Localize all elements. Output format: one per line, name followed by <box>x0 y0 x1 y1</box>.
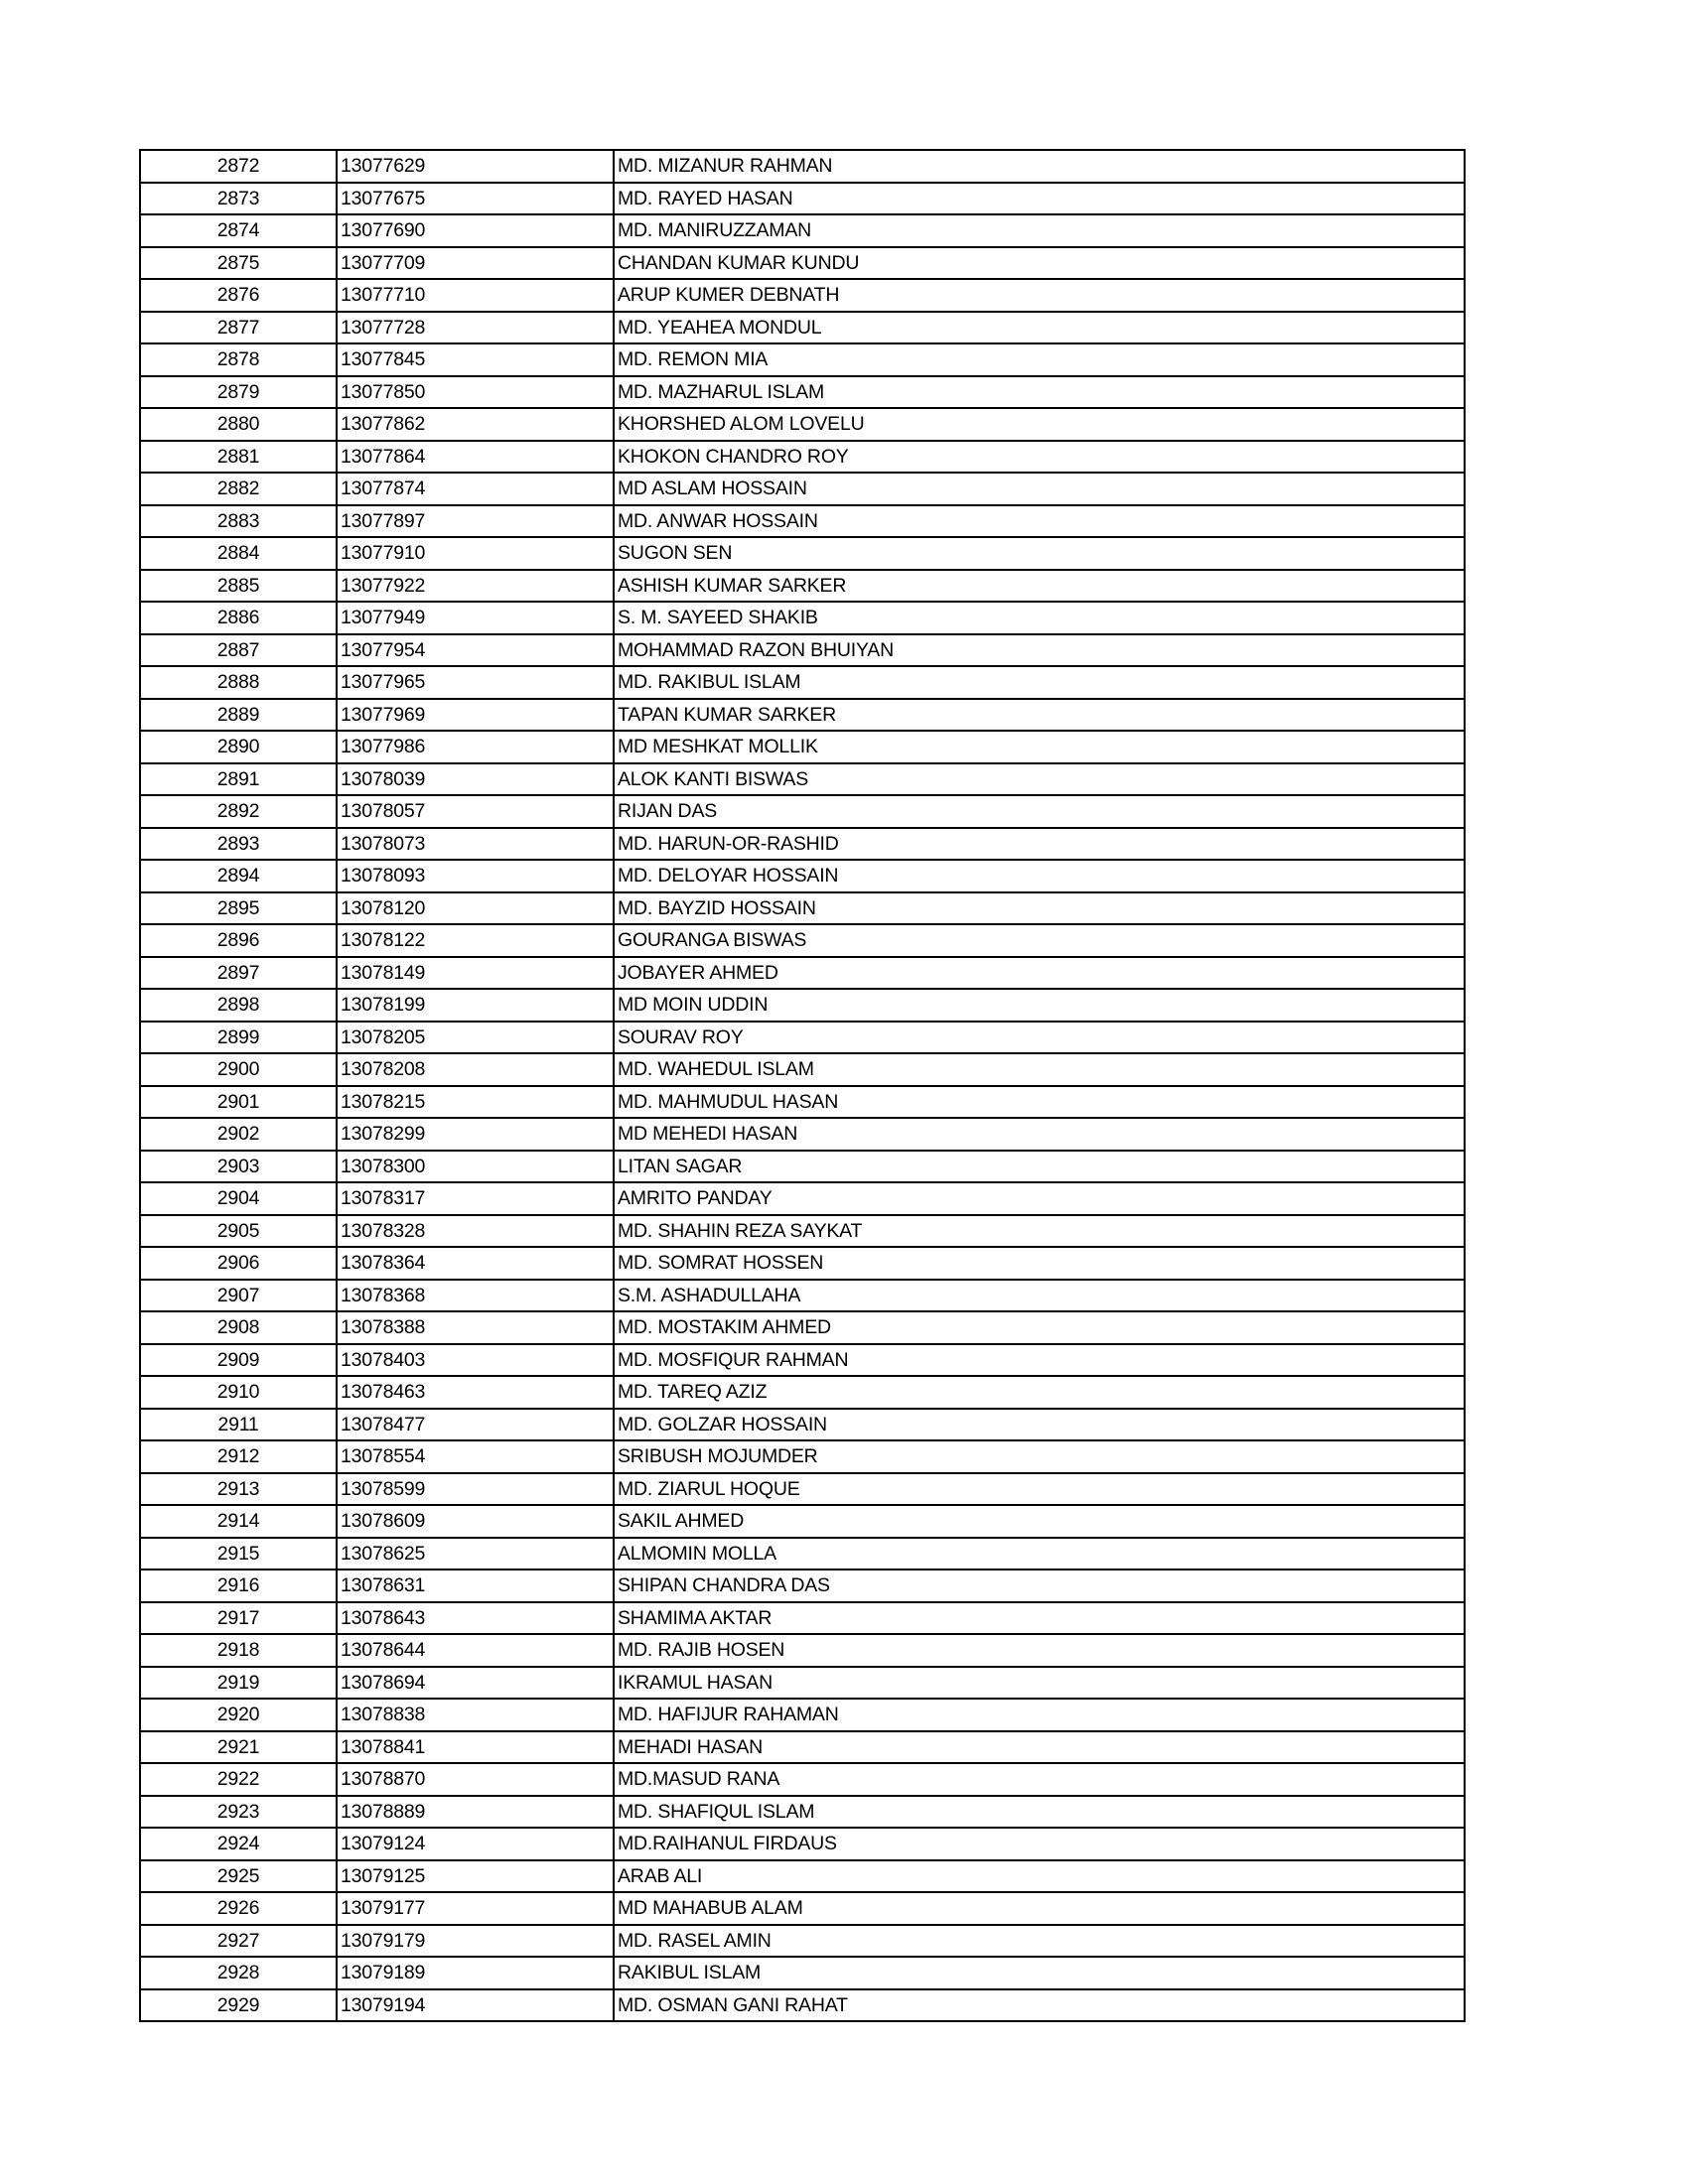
serial-number-cell: 2888 <box>140 666 337 699</box>
candidate-name-cell: MD. HAFIJUR RAHAMAN <box>614 1699 1465 1731</box>
candidate-table <box>139 149 1466 2022</box>
serial-number-cell: 2883 <box>140 505 337 538</box>
roll-number-cell: 13078477 <box>337 1409 614 1441</box>
candidate-name-cell: MD MOIN UDDIN <box>614 989 1465 1022</box>
candidate-name-cell: MD. WAHEDUL ISLAM <box>614 1053 1465 1086</box>
candidate-name-cell: KHORSHED ALOM LOVELU <box>614 408 1465 441</box>
candidate-name-cell: TAPAN KUMAR SARKER <box>614 699 1465 732</box>
candidate-name-cell: AMRITO PANDAY <box>614 1182 1465 1215</box>
candidate-name-cell: MD. MOSFIQUR RAHMAN <box>614 1344 1465 1377</box>
table-row <box>140 183 1465 215</box>
candidate-name-cell: ALOK KANTI BISWAS <box>614 763 1465 796</box>
roll-number-cell: 13077850 <box>337 376 614 409</box>
serial-number-cell: 2915 <box>140 1538 337 1570</box>
table-row <box>140 1053 1465 1086</box>
table-row <box>140 570 1465 603</box>
table-row <box>140 279 1465 312</box>
roll-number-cell: 13078643 <box>337 1602 614 1635</box>
table-row <box>140 473 1465 505</box>
serial-number-cell: 2919 <box>140 1667 337 1700</box>
serial-number-cell: 2895 <box>140 892 337 925</box>
roll-number-cell: 13077629 <box>337 150 614 183</box>
roll-number-cell: 13078631 <box>337 1570 614 1602</box>
candidate-name-cell: MD. MOSTAKIM AHMED <box>614 1311 1465 1344</box>
serial-number-cell: 2896 <box>140 924 337 957</box>
roll-number-cell: 13078838 <box>337 1699 614 1731</box>
roll-number-cell: 13077845 <box>337 343 614 376</box>
serial-number-cell: 2904 <box>140 1182 337 1215</box>
table-row <box>140 505 1465 538</box>
serial-number-cell: 2923 <box>140 1796 337 1829</box>
serial-number-cell: 2898 <box>140 989 337 1022</box>
serial-number-cell: 2887 <box>140 634 337 667</box>
candidate-name-cell: SHAMIMA AKTAR <box>614 1602 1465 1635</box>
serial-number-cell: 2918 <box>140 1634 337 1667</box>
candidate-name-cell: MD. GOLZAR HOSSAIN <box>614 1409 1465 1441</box>
roll-number-cell: 13078889 <box>337 1796 614 1829</box>
roll-number-cell: 13079124 <box>337 1828 614 1860</box>
roll-number-cell: 13079189 <box>337 1957 614 1989</box>
candidate-name-cell: MD MESHKAT MOLLIK <box>614 731 1465 763</box>
serial-number-cell: 2876 <box>140 279 337 312</box>
candidate-name-cell: MD. ANWAR HOSSAIN <box>614 505 1465 538</box>
table-row <box>140 731 1465 763</box>
candidate-name-cell: MD. MIZANUR RAHMAN <box>614 150 1465 183</box>
table-row <box>140 699 1465 732</box>
roll-number-cell: 13078599 <box>337 1473 614 1506</box>
candidate-name-cell: MD.MASUD RANA <box>614 1763 1465 1796</box>
table-row <box>140 1505 1465 1538</box>
table-row <box>140 312 1465 344</box>
table-row <box>140 1957 1465 1989</box>
table-row <box>140 1538 1465 1570</box>
table-row <box>140 1860 1465 1893</box>
roll-number-cell: 13078057 <box>337 795 614 828</box>
serial-number-cell: 2913 <box>140 1473 337 1506</box>
serial-number-cell: 2885 <box>140 570 337 603</box>
table-row <box>140 892 1465 925</box>
table-row <box>140 1699 1465 1731</box>
serial-number-cell: 2886 <box>140 602 337 634</box>
table-row <box>140 1796 1465 1829</box>
serial-number-cell: 2929 <box>140 1989 337 2022</box>
roll-number-cell: 13077675 <box>337 183 614 215</box>
serial-number-cell: 2892 <box>140 795 337 828</box>
candidate-name-cell: MD. MAZHARUL ISLAM <box>614 376 1465 409</box>
roll-number-cell: 13078368 <box>337 1280 614 1312</box>
table-row <box>140 376 1465 409</box>
table-row <box>140 1086 1465 1119</box>
roll-number-cell: 13078644 <box>337 1634 614 1667</box>
serial-number-cell: 2897 <box>140 957 337 990</box>
serial-number-cell: 2889 <box>140 699 337 732</box>
serial-number-cell: 2920 <box>140 1699 337 1731</box>
candidate-name-cell: ARAB ALI <box>614 1860 1465 1893</box>
roll-number-cell: 13077710 <box>337 279 614 312</box>
roll-number-cell: 13078208 <box>337 1053 614 1086</box>
roll-number-cell: 13077690 <box>337 214 614 247</box>
roll-number-cell: 13077862 <box>337 408 614 441</box>
table-row <box>140 1344 1465 1377</box>
table-row <box>140 1763 1465 1796</box>
serial-number-cell: 2909 <box>140 1344 337 1377</box>
table-row <box>140 247 1465 280</box>
table-row <box>140 1602 1465 1635</box>
table-row <box>140 441 1465 474</box>
candidate-name-cell: MD. TAREQ AZIZ <box>614 1376 1465 1409</box>
roll-number-cell: 13077874 <box>337 473 614 505</box>
candidate-name-cell: MOHAMMAD RAZON BHUIYAN <box>614 634 1465 667</box>
serial-number-cell: 2874 <box>140 214 337 247</box>
table-row <box>140 666 1465 699</box>
serial-number-cell: 2924 <box>140 1828 337 1860</box>
roll-number-cell: 13077897 <box>337 505 614 538</box>
roll-number-cell: 13077922 <box>337 570 614 603</box>
table-row <box>140 150 1465 183</box>
roll-number-cell: 13078093 <box>337 860 614 892</box>
roll-number-cell: 13079194 <box>337 1989 614 2022</box>
serial-number-cell: 2912 <box>140 1440 337 1473</box>
serial-number-cell: 2905 <box>140 1215 337 1248</box>
candidate-name-cell: IKRAMUL HASAN <box>614 1667 1465 1700</box>
candidate-name-cell: MD MAHABUB ALAM <box>614 1892 1465 1925</box>
table-row <box>140 1667 1465 1700</box>
table-row <box>140 1182 1465 1215</box>
table-row <box>140 1280 1465 1312</box>
roll-number-cell: 13077728 <box>337 312 614 344</box>
serial-number-cell: 2894 <box>140 860 337 892</box>
table-row <box>140 1440 1465 1473</box>
serial-number-cell: 2891 <box>140 763 337 796</box>
table-row <box>140 1022 1465 1054</box>
table-row <box>140 1376 1465 1409</box>
serial-number-cell: 2910 <box>140 1376 337 1409</box>
roll-number-cell: 13079177 <box>337 1892 614 1925</box>
candidate-name-cell: MD. REMON MIA <box>614 343 1465 376</box>
candidate-name-cell: MD MEHEDI HASAN <box>614 1118 1465 1151</box>
table-row <box>140 924 1465 957</box>
candidate-name-cell: KHOKON CHANDRO ROY <box>614 441 1465 474</box>
candidate-name-cell: MD. RAYED HASAN <box>614 183 1465 215</box>
candidate-name-cell: RAKIBUL ISLAM <box>614 1957 1465 1989</box>
roll-number-cell: 13078299 <box>337 1118 614 1151</box>
table-row <box>140 537 1465 570</box>
serial-number-cell: 2925 <box>140 1860 337 1893</box>
candidate-name-cell: SAKIL AHMED <box>614 1505 1465 1538</box>
roll-number-cell: 13078554 <box>337 1440 614 1473</box>
roll-number-cell: 13078841 <box>337 1731 614 1764</box>
candidate-name-cell: LITAN SAGAR <box>614 1151 1465 1183</box>
candidate-name-cell: MD. SHAFIQUL ISLAM <box>614 1796 1465 1829</box>
serial-number-cell: 2872 <box>140 150 337 183</box>
candidate-name-cell: MD. RAKIBUL ISLAM <box>614 666 1465 699</box>
roll-number-cell: 13078609 <box>337 1505 614 1538</box>
serial-number-cell: 2877 <box>140 312 337 344</box>
serial-number-cell: 2890 <box>140 731 337 763</box>
table-row <box>140 1731 1465 1764</box>
roll-number-cell: 13078694 <box>337 1667 614 1700</box>
candidate-name-cell: RIJAN DAS <box>614 795 1465 828</box>
table-row <box>140 343 1465 376</box>
candidate-name-cell: JOBAYER AHMED <box>614 957 1465 990</box>
serial-number-cell: 2916 <box>140 1570 337 1602</box>
candidate-name-cell: MD. MAHMUDUL HASAN <box>614 1086 1465 1119</box>
roll-number-cell: 13078870 <box>337 1763 614 1796</box>
candidate-name-cell: MD.RAIHANUL FIRDAUS <box>614 1828 1465 1860</box>
candidate-table-body <box>140 150 1465 2021</box>
roll-number-cell: 13078122 <box>337 924 614 957</box>
candidate-name-cell: MD. SHAHIN REZA SAYKAT <box>614 1215 1465 1248</box>
serial-number-cell: 2907 <box>140 1280 337 1312</box>
serial-number-cell: 2901 <box>140 1086 337 1119</box>
candidate-name-cell: SUGON SEN <box>614 537 1465 570</box>
roll-number-cell: 13077969 <box>337 699 614 732</box>
candidate-name-cell: SHIPAN CHANDRA DAS <box>614 1570 1465 1602</box>
candidate-name-cell: ALMOMIN MOLLA <box>614 1538 1465 1570</box>
table-row <box>140 1570 1465 1602</box>
candidate-name-cell: MD. BAYZID HOSSAIN <box>614 892 1465 925</box>
roll-number-cell: 13077864 <box>337 441 614 474</box>
roll-number-cell: 13078317 <box>337 1182 614 1215</box>
serial-number-cell: 2903 <box>140 1151 337 1183</box>
serial-number-cell: 2878 <box>140 343 337 376</box>
candidate-name-cell: SRIBUSH MOJUMDER <box>614 1440 1465 1473</box>
serial-number-cell: 2917 <box>140 1602 337 1635</box>
table-row <box>140 1989 1465 2022</box>
serial-number-cell: 2873 <box>140 183 337 215</box>
roll-number-cell: 13078625 <box>337 1538 614 1570</box>
roll-number-cell: 13079179 <box>337 1925 614 1958</box>
candidate-name-cell: MD. MANIRUZZAMAN <box>614 214 1465 247</box>
serial-number-cell: 2926 <box>140 1892 337 1925</box>
roll-number-cell: 13078215 <box>337 1086 614 1119</box>
serial-number-cell: 2875 <box>140 247 337 280</box>
table-row <box>140 1151 1465 1183</box>
serial-number-cell: 2928 <box>140 1957 337 1989</box>
candidate-name-cell: CHANDAN KUMAR KUNDU <box>614 247 1465 280</box>
roll-number-cell: 13077965 <box>337 666 614 699</box>
roll-number-cell: 13077954 <box>337 634 614 667</box>
candidate-name-cell: MD. HARUN-OR-RASHID <box>614 828 1465 861</box>
serial-number-cell: 2880 <box>140 408 337 441</box>
serial-number-cell: 2922 <box>140 1763 337 1796</box>
candidate-name-cell: MD ASLAM HOSSAIN <box>614 473 1465 505</box>
candidate-name-cell: S. M. SAYEED SHAKIB <box>614 602 1465 634</box>
table-row <box>140 1118 1465 1151</box>
candidate-name-cell: S.M. ASHADULLAHA <box>614 1280 1465 1312</box>
roll-number-cell: 13078328 <box>337 1215 614 1248</box>
candidate-name-cell: MD. RASEL AMIN <box>614 1925 1465 1958</box>
table-row <box>140 1925 1465 1958</box>
roll-number-cell: 13078149 <box>337 957 614 990</box>
serial-number-cell: 2908 <box>140 1311 337 1344</box>
serial-number-cell: 2921 <box>140 1731 337 1764</box>
candidate-name-cell: SOURAV ROY <box>614 1022 1465 1054</box>
roll-number-cell: 13078120 <box>337 892 614 925</box>
table-row <box>140 408 1465 441</box>
serial-number-cell: 2899 <box>140 1022 337 1054</box>
roll-number-cell: 13078205 <box>337 1022 614 1054</box>
candidate-name-cell: MD. ZIARUL HOQUE <box>614 1473 1465 1506</box>
serial-number-cell: 2914 <box>140 1505 337 1538</box>
serial-number-cell: 2902 <box>140 1118 337 1151</box>
serial-number-cell: 2884 <box>140 537 337 570</box>
roll-number-cell: 13078039 <box>337 763 614 796</box>
table-row <box>140 795 1465 828</box>
candidate-name-cell: MEHADI HASAN <box>614 1731 1465 1764</box>
candidate-name-cell: MD. DELOYAR HOSSAIN <box>614 860 1465 892</box>
table-row <box>140 1311 1465 1344</box>
candidate-name-cell: ASHISH KUMAR SARKER <box>614 570 1465 603</box>
candidate-name-cell: MD. RAJIB HOSEN <box>614 1634 1465 1667</box>
candidate-name-cell: MD. OSMAN GANI RAHAT <box>614 1989 1465 2022</box>
table-row <box>140 828 1465 861</box>
roll-number-cell: 13078388 <box>337 1311 614 1344</box>
roll-number-cell: 13078073 <box>337 828 614 861</box>
serial-number-cell: 2906 <box>140 1247 337 1280</box>
table-row <box>140 1247 1465 1280</box>
table-row <box>140 1828 1465 1860</box>
table-row <box>140 989 1465 1022</box>
table-row <box>140 763 1465 796</box>
roll-number-cell: 13078403 <box>337 1344 614 1377</box>
candidate-name-cell: MD. SOMRAT HOSSEN <box>614 1247 1465 1280</box>
roll-number-cell: 13077910 <box>337 537 614 570</box>
roll-number-cell: 13078199 <box>337 989 614 1022</box>
candidate-name-cell: MD. YEAHEA MONDUL <box>614 312 1465 344</box>
serial-number-cell: 2900 <box>140 1053 337 1086</box>
table-row <box>140 214 1465 247</box>
serial-number-cell: 2879 <box>140 376 337 409</box>
table-row <box>140 1409 1465 1441</box>
roll-number-cell: 13078300 <box>337 1151 614 1183</box>
table-row <box>140 1892 1465 1925</box>
roll-number-cell: 13078463 <box>337 1376 614 1409</box>
table-row <box>140 1634 1465 1667</box>
serial-number-cell: 2882 <box>140 473 337 505</box>
table-row <box>140 860 1465 892</box>
candidate-name-cell: ARUP KUMER DEBNATH <box>614 279 1465 312</box>
roll-number-cell: 13077986 <box>337 731 614 763</box>
table-row <box>140 1215 1465 1248</box>
serial-number-cell: 2927 <box>140 1925 337 1958</box>
roll-number-cell: 13077709 <box>337 247 614 280</box>
serial-number-cell: 2911 <box>140 1409 337 1441</box>
roll-number-cell: 13077949 <box>337 602 614 634</box>
table-row <box>140 602 1465 634</box>
roll-number-cell: 13079125 <box>337 1860 614 1893</box>
table-row <box>140 1473 1465 1506</box>
serial-number-cell: 2881 <box>140 441 337 474</box>
table-row <box>140 957 1465 990</box>
table-row <box>140 634 1465 667</box>
candidate-name-cell: GOURANGA BISWAS <box>614 924 1465 957</box>
serial-number-cell: 2893 <box>140 828 337 861</box>
roll-number-cell: 13078364 <box>337 1247 614 1280</box>
